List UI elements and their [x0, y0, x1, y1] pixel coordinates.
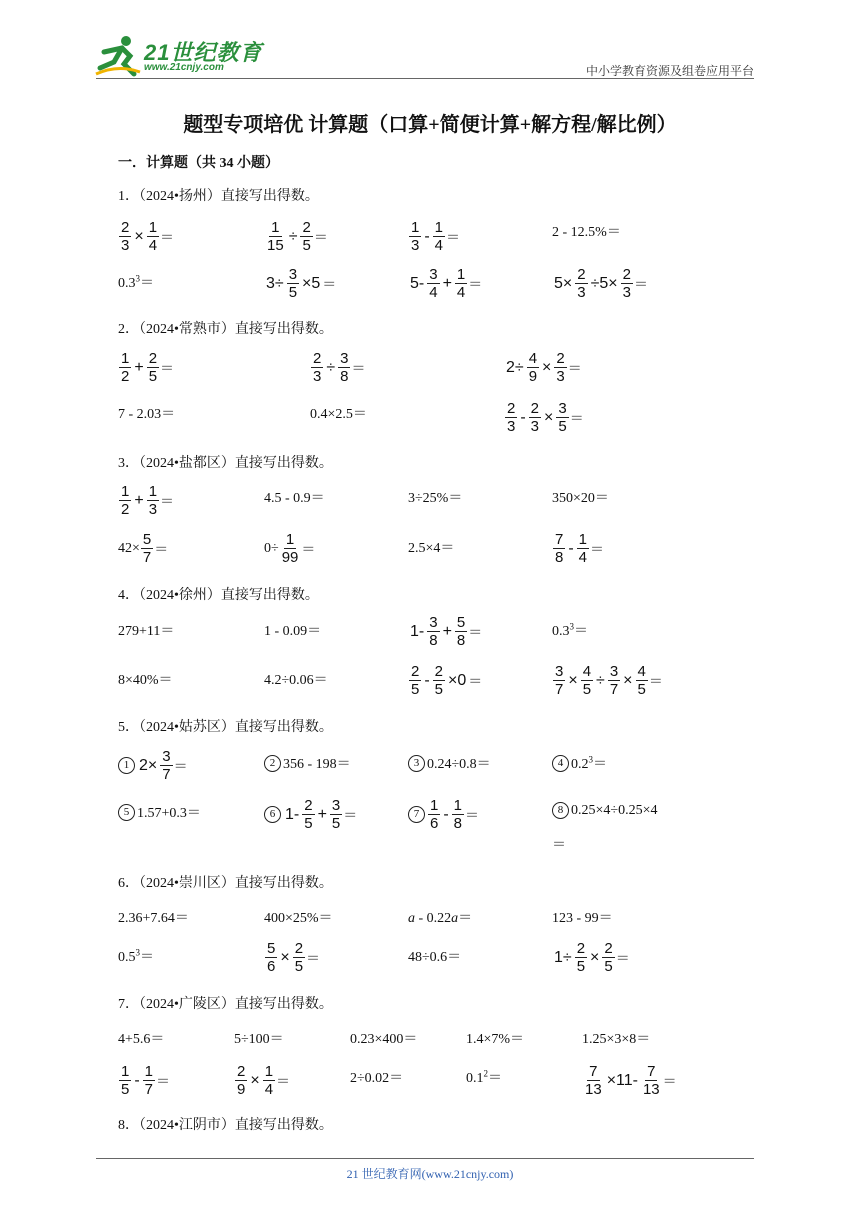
q6-expr-5: $0.5^3=$ — [118, 947, 154, 965]
q4-expr-2: 1 - 0.09＝ — [264, 624, 322, 639]
q4-expr-5: 8×40%＝ — [118, 673, 173, 688]
q2-expr-5: 0.4×2.5＝ — [310, 407, 367, 422]
q6-expr-6: $\frac{5}{6}$ × $\frac{2}{5}$ ＝ — [267, 940, 321, 975]
q3-expr-1: 1 2 + $\frac{1}{3}$ ＝ — [121, 483, 175, 518]
q2-expr-3: 2÷ $\frac{4}{9}$ × $\frac{2}{3}$ ＝ — [506, 350, 582, 385]
q6-expr-4: 123 - 99＝ — [552, 911, 613, 926]
q4-expr-7: 2 5 - $\frac{2}{5}$ ×0 ＝ — [411, 663, 483, 698]
q1-expr-5: $0.3^3=$ — [118, 273, 154, 291]
page-title: 题型专项培优 计算题（口算+简便计算+解方程/解比例） — [183, 114, 677, 136]
header-divider — [96, 78, 754, 79]
q4-expr-6: 4.2÷0.06＝ — [264, 673, 328, 688]
q3-expr-4: 350×20＝ — [552, 491, 609, 506]
q5-expr-7: 7 1 6 - 1 8 ＝ — [408, 797, 479, 832]
q4-expr-4: $0.3^3=$ — [552, 621, 588, 639]
q7-expr-3: 0.23×400＝ — [350, 1032, 418, 1047]
q5-expr-2: 2 356 - 198＝ — [264, 753, 351, 773]
q2-expr-1: 1 2 + $\frac{2}{5}$ ＝ — [121, 350, 175, 385]
q5-expr-1: 1 2× $\frac{3}{7}$ ＝ — [118, 748, 188, 783]
q4-expr-8: $\frac{3}{7}$ × $\frac{4}{5}$ ÷ $\frac{3}{7}$ × $\frac{4}{5}$ ＝ — [555, 663, 663, 698]
footer-text: 21 世纪教育网(www.21cnjy.com) — [346, 1167, 514, 1181]
runner-logo-icon — [94, 34, 142, 78]
section-heading: 一．计算题（共 34 小题） — [118, 156, 279, 171]
q3-expr-6: 0÷ $\frac{1}{99}$ ＝ — [264, 531, 316, 566]
q5-expr-4: 4 $0.2^3=$ — [552, 753, 607, 773]
q5-expr-8-equals: ＝ — [552, 838, 566, 853]
q1-expr-3: 1 3 - 1 4 ＝ — [411, 219, 461, 254]
q5-expr-3: 3 0.24÷0.8＝ — [408, 753, 491, 773]
q6-expr-3: a - 0.22a＝ — [408, 911, 473, 926]
q7-expr-4: 1.4×7%＝ — [466, 1032, 525, 1047]
question-1-heading: 1．（2024•扬州）直接写出得数。 — [118, 189, 319, 204]
q7-expr-2: 5÷100＝ — [234, 1032, 284, 1047]
question-4-heading: 4．（2024•徐州）直接写出得数。 — [118, 588, 319, 603]
q4-expr-3: 1- 3 8 + $\frac{5}{8}$ ＝ — [410, 614, 483, 649]
q1-expr-4: 2 - 12.5%＝ — [552, 225, 621, 240]
q7-expr-6: 1 5 - 1 7 ＝ — [121, 1063, 171, 1098]
logo-url: www.21cnjy.com — [144, 62, 224, 73]
platform-name: 中小学教育资源及组卷应用平台 — [585, 64, 754, 78]
question-3-heading: 3．（2024•盐都区）直接写出得数。 — [118, 456, 333, 471]
q1-expr-1: $\frac{2}{3}$ × $\frac{1}{4}$ ＝ — [121, 219, 175, 254]
q2-expr-2: $\frac{2}{3}$ ÷ $\frac{3}{8}$ ＝ — [313, 350, 366, 385]
q2-expr-6: 2 3 - $\frac{2}{3}$ × $\frac{3}{5}$ ＝ — [507, 400, 584, 435]
logo — [94, 34, 264, 80]
q5-expr-5: 5 1.57+0.3＝ — [118, 802, 201, 822]
q1-expr-7: 5- 3 4 + $\frac{1}{4}$ ＝ — [410, 266, 483, 301]
question-5-heading: 5．（2024•姑苏区）直接写出得数。 — [118, 720, 333, 735]
q7-expr-7: $\frac{2}{9}$ × $\frac{1}{4}$ ＝ — [237, 1063, 291, 1098]
q7-expr-9: $0.1^2=$ — [466, 1068, 502, 1086]
question-2-heading: 2．（2024•常熟市）直接写出得数。 — [118, 322, 333, 337]
q3-expr-3: 3÷25%＝ — [408, 491, 463, 506]
q7-expr-10: $\frac{7}{13}$ ×11- 7 13 ＝ — [585, 1063, 677, 1098]
q5-expr-8: 8 0.25×4÷0.25×4 — [552, 802, 657, 819]
q7-expr-5: 1.25×3×8＝ — [582, 1032, 651, 1047]
logo-text: 21世纪教育 — [144, 40, 263, 65]
q7-expr-8: 2÷0.02＝ — [350, 1071, 404, 1086]
footer-divider — [96, 1158, 754, 1159]
q6-expr-2: 400×25%＝ — [264, 911, 333, 926]
q5-expr-6: 6 1- 2 5 + $\frac{3}{5}$ ＝ — [264, 797, 357, 832]
question-8-heading: 8．（2024•江阴市）直接写出得数。 — [118, 1118, 333, 1133]
q1-expr-6: 3÷ $\frac{3}{5}$ ×5 ＝ — [266, 266, 337, 301]
q1-expr-8: 5× $\frac{2}{3}$ ÷5× $\frac{2}{3}$ ＝ — [554, 266, 648, 301]
q6-expr-1: 2.36+7.64＝ — [118, 911, 189, 926]
q1-expr-2: $\frac{1}{15}$ ÷ $\frac{2}{5}$ ＝ — [267, 219, 328, 254]
q7-expr-1: 4+5.6＝ — [118, 1032, 165, 1047]
question-6-heading: 6．（2024•崇川区）直接写出得数。 — [118, 876, 333, 891]
q3-expr-7: 2.5×4＝ — [408, 541, 455, 556]
q6-expr-7: 48÷0.6＝ — [408, 950, 462, 965]
q2-expr-4: 7 - 2.03＝ — [118, 407, 176, 422]
q3-expr-8: 7 8 - 1 4 ＝ — [555, 531, 605, 566]
q4-expr-1: 279+11＝ — [118, 624, 175, 639]
q3-expr-5: 42× $\frac{5}{7}$ ＝ — [118, 531, 169, 566]
question-7-heading: 7．（2024•广陵区）直接写出得数。 — [118, 997, 333, 1012]
q3-expr-2: 4.5 - 0.9＝ — [264, 491, 325, 506]
q6-expr-8: 1÷ $\frac{2}{5}$ × $\frac{2}{5}$ ＝ — [554, 940, 630, 975]
